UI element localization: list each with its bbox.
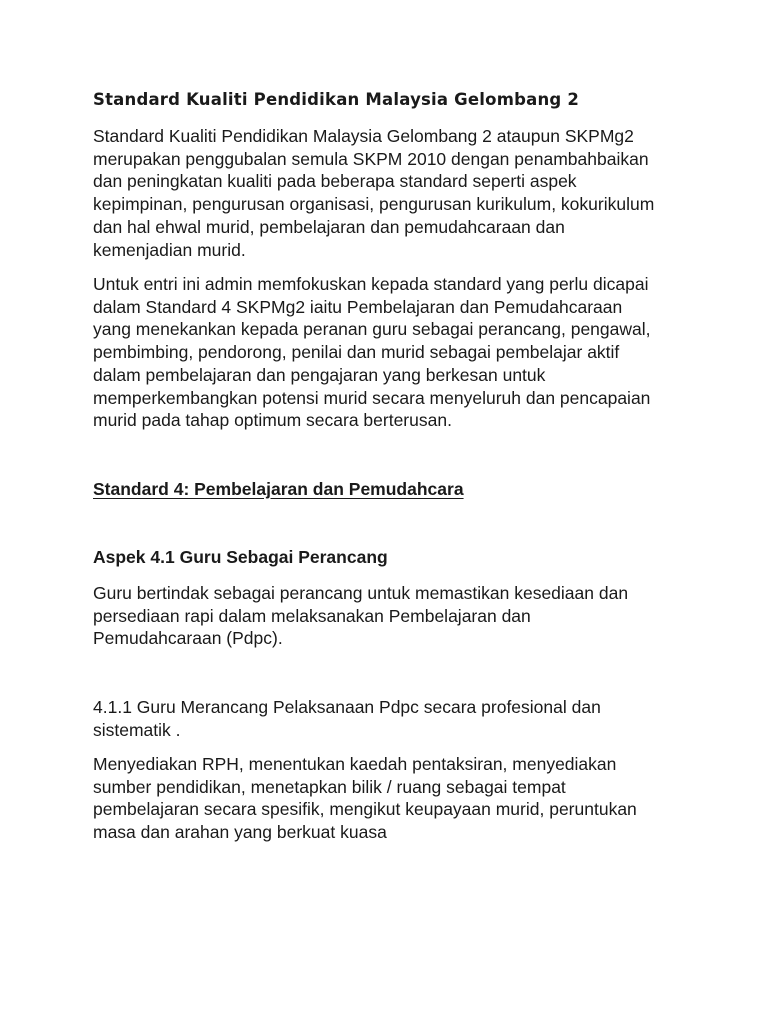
aspect-line: persediaan rapi dalam melaksanakan Pembelajaran dan bbox=[93, 605, 531, 626]
focus-line: murid pada tahap optimum secara berterusan. bbox=[93, 410, 452, 431]
intro-line: dan peningkatan kualiti pada beberapa standard seperti aspek bbox=[93, 171, 577, 192]
intro-line: Standard Kualiti Pendidikan Malaysia Gelombang 2 ataupun SKPMg2 bbox=[93, 126, 634, 146]
intro-line: merupakan penggubalan semula SKPM 2010 dengan penambahbaikan bbox=[93, 148, 649, 169]
details-line: masa dan arahan yang berkuat kuasa bbox=[93, 822, 387, 843]
aspect-heading: Aspek 4.1 Guru Sebagai Perancang bbox=[93, 547, 388, 567]
aspect-line: Pemudahcaraan (Pdpc). bbox=[93, 628, 283, 649]
focus-line: yang menekankan kepada peranan guru sebagai perancang, pengawal, bbox=[93, 319, 651, 340]
focus-paragraph bbox=[93, 273, 683, 432]
focus-line: pembimbing, pendorong, penilai dan murid sebagai pembelajar aktif bbox=[93, 342, 620, 363]
document-title: Standard Kualiti Pendidikan Malaysia Gelombang 2 bbox=[93, 90, 580, 109]
details-paragraph bbox=[93, 753, 683, 844]
focus-line: Untuk entri ini admin memfokuskan kepada standard yang perlu dicapai bbox=[93, 274, 649, 294]
standard-heading: Standard 4: Pembelajaran dan Pemudahcara bbox=[93, 479, 464, 499]
sub-aspect-line: 4.1.1 Guru Merancang Pelaksanaan Pdpc secara profesional dan bbox=[93, 697, 601, 717]
focus-line: dalam Standard 4 SKPMg2 iaitu Pembelajaran dan Pemudahcaraan bbox=[93, 296, 623, 317]
focus-line: memperkembangkan potensi murid secara menyeluruh dan pencapaian bbox=[93, 387, 651, 408]
intro-paragraph bbox=[93, 125, 683, 261]
details-line: Menyediakan RPH, menentukan kaedah pentaksiran, menyediakan bbox=[93, 754, 617, 774]
details-line: pembelajaran secara spesifik, mengikut keupayaan murid, peruntukan bbox=[93, 799, 637, 820]
intro-line: kemenjadian murid. bbox=[93, 239, 246, 260]
focus-line: dalam pembelajaran dan pengajaran yang berkesan untuk bbox=[93, 364, 546, 385]
aspect-paragraph bbox=[93, 582, 683, 650]
intro-line: kepimpinan, pengurusan organisasi, pengurusan kurikulum, kokurikulum bbox=[93, 194, 655, 215]
sub-aspect-line: sistematik . bbox=[93, 719, 181, 740]
aspect-line: Guru bertindak sebagai perancang untuk memastikan kesediaan dan bbox=[93, 583, 629, 603]
sub-aspect-paragraph bbox=[93, 696, 683, 741]
intro-line: dan hal ehwal murid, pembelajaran dan pemudahcaraan dan bbox=[93, 216, 565, 237]
details-line: sumber pendidikan, menetapkan bilik / ruang sebagai tempat bbox=[93, 776, 566, 797]
